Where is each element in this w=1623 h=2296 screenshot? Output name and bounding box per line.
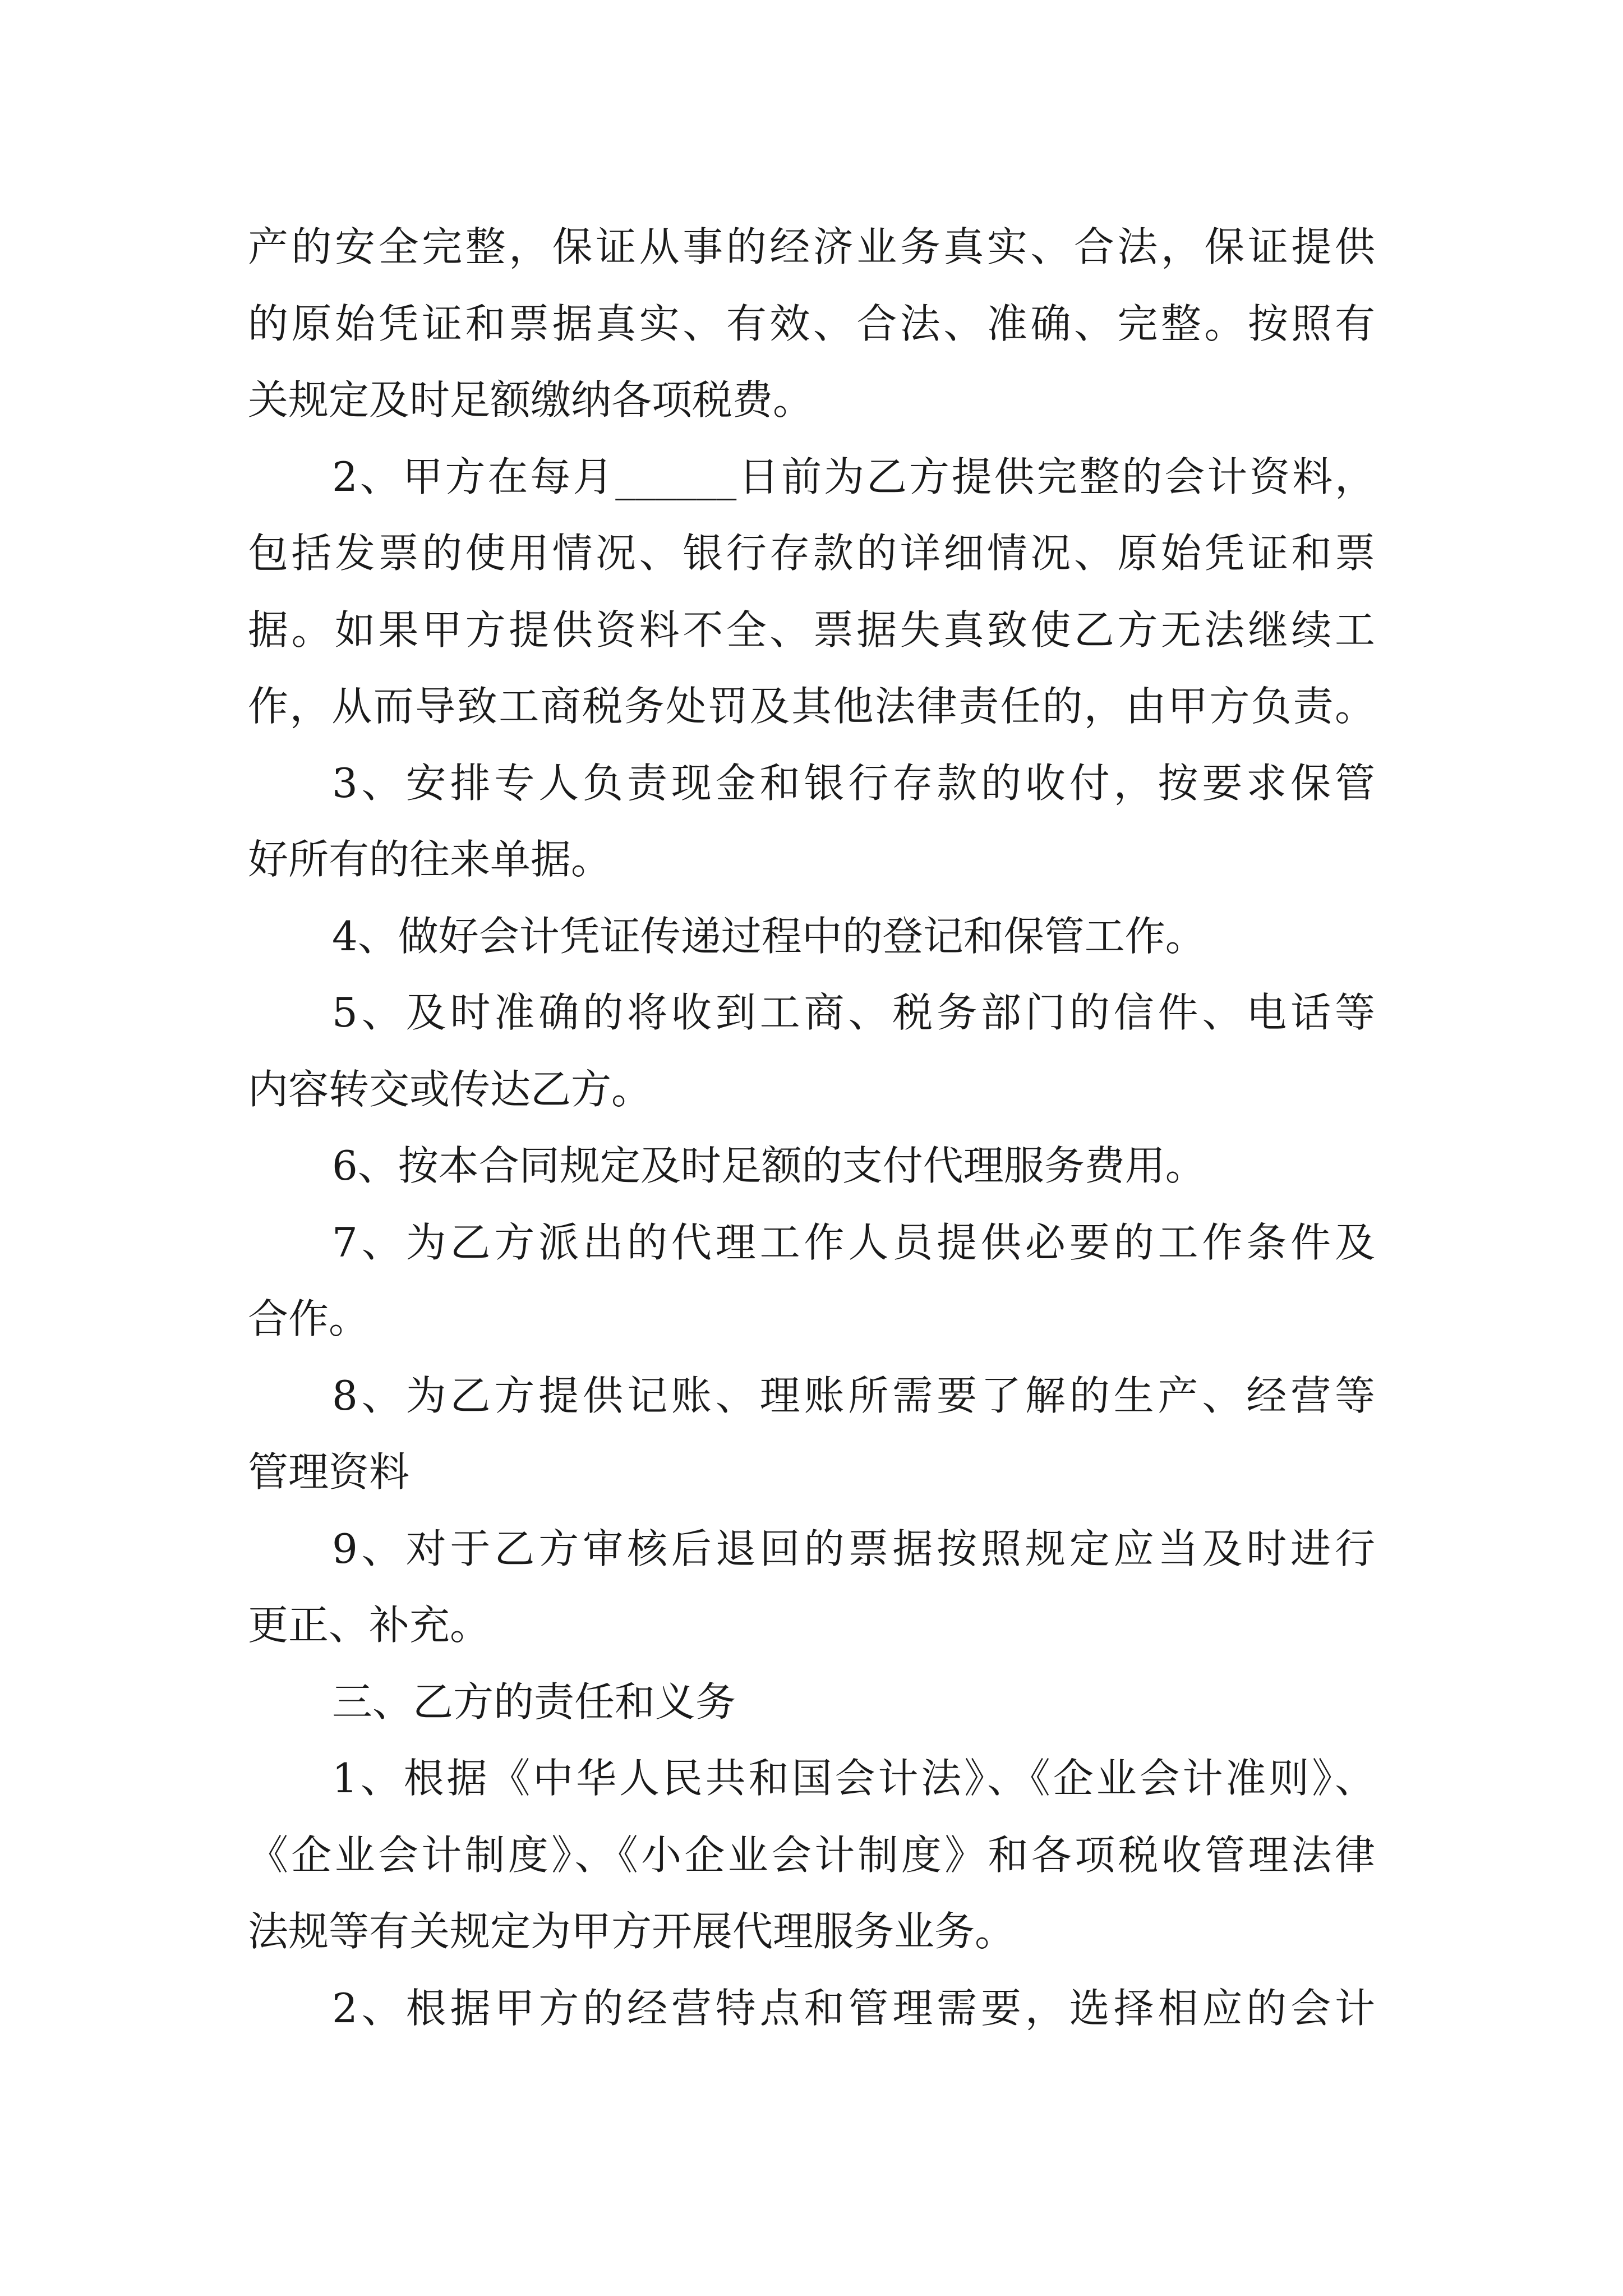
text-line: 好所有的往来单据。 xyxy=(248,836,612,883)
text-line: 法规等有关规定为甲方开展代理服务业务。 xyxy=(248,1908,1016,1955)
text-line: 4、做好会计凭证传递过程中的登记和保管工作。 xyxy=(332,912,1206,960)
text-line: 产的安全完整，保证从事的经济业务真实、合法，保证提供 xyxy=(248,223,1375,270)
text-line: 5、及时准确的将收到工商、税务部门的信件、电话等 xyxy=(332,989,1375,1036)
text-line: 2、根据甲方的经营特点和管理需要，选择相应的会计 xyxy=(332,1984,1375,2032)
text-line: 6、按本合同规定及时足额的支付代理服务费用。 xyxy=(332,1142,1206,1189)
section-heading: 三、乙方的责任和义务 xyxy=(332,1678,736,1726)
text-line: 《企业会计制度》、《小企业会计制度》和各项税收管理法律 xyxy=(248,1831,1375,1879)
text-line: 作，从而导致工商税务处罚及其他法律责任的，由甲方负责。 xyxy=(248,683,1375,730)
text-line: 包括发票的使用情况、银行存款的详细情况、原始凭证和票 xyxy=(248,530,1375,577)
text-line: 据。如果甲方提供资料不全、票据失真致使乙方无法继续工 xyxy=(248,606,1375,654)
document-body xyxy=(248,209,1375,2046)
text-line: 合作。 xyxy=(248,1295,370,1342)
text-line: 内容转交或传达乙方。 xyxy=(248,1065,652,1113)
text-line: 关规定及时足额缴纳各项税费。 xyxy=(248,376,814,424)
text-line: 更正、补充。 xyxy=(248,1602,491,1649)
text-line: 2、甲方在每月______日前为乙方提供完整的会计资料， xyxy=(332,453,1375,500)
text-line: 7、为乙方派出的代理工作人员提供必要的工作条件及 xyxy=(332,1218,1375,1266)
text-line: 1、根据《中华人民共和国会计法》、《企业会计准则》、 xyxy=(332,1755,1375,1802)
text-line: 3、安排专人负责现金和银行存款的收付，按要求保管 xyxy=(332,759,1375,807)
text-line: 的原始凭证和票据真实、有效、合法、准确、完整。按照有 xyxy=(248,300,1375,347)
text-line: 8、为乙方提供记账、理账所需要了解的生产、经营等 xyxy=(332,1372,1375,1419)
text-line: 9、对于乙方审核后退回的票据按照规定应当及时进行 xyxy=(332,1525,1375,1572)
text-line: 管理资料 xyxy=(248,1448,410,1496)
